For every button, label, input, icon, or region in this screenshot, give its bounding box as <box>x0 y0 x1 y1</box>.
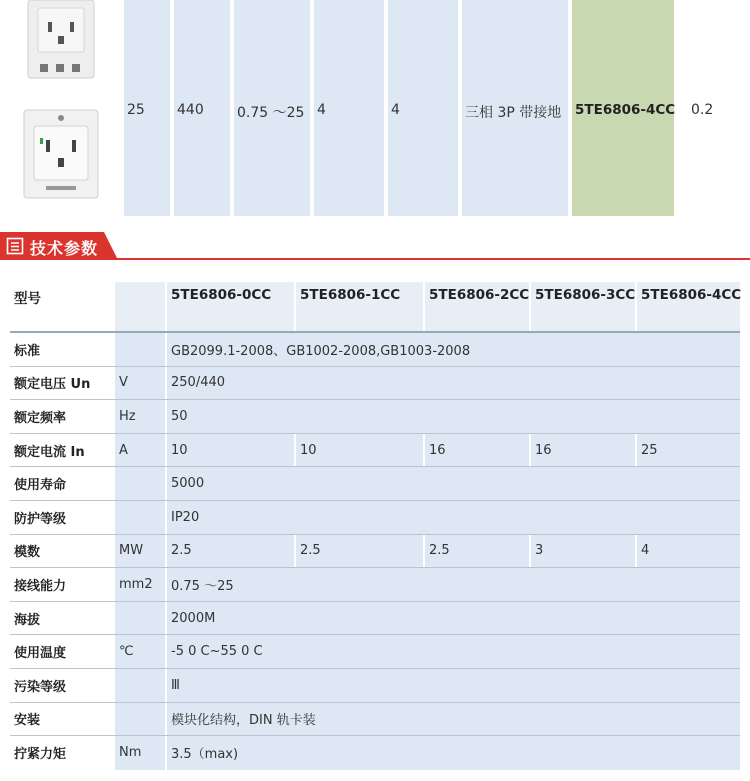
header-unit <box>115 282 165 331</box>
top-cell-modules: 4 <box>314 0 384 216</box>
row-value-0cc: 10 <box>167 434 294 467</box>
row-value-3cc: 16 <box>531 434 635 467</box>
top-cell-poles: 4 <box>388 0 458 216</box>
document-list-icon <box>6 237 24 255</box>
row-value-2cc: 16 <box>425 434 529 467</box>
row-value: 250/440 <box>167 367 740 400</box>
top-cell-model: 5TE6806-4CC <box>572 0 674 216</box>
row-value: 0.75 ～25 <box>167 568 740 601</box>
spec-row-altitude <box>10 602 740 636</box>
section-divider <box>0 258 750 260</box>
row-value-3cc: 3 <box>531 535 635 568</box>
header-model-0cc: 5TE6806-0CC <box>167 282 294 331</box>
row-unit: Nm <box>115 736 165 770</box>
section-title: 技术参数 <box>30 239 99 258</box>
spec-row-installation <box>10 703 740 737</box>
row-value: 50 <box>167 400 740 433</box>
row-label: 额定电压 Un <box>14 377 91 393</box>
row-value: 3.5（max) <box>167 736 740 770</box>
spec-row-wiring <box>10 568 740 602</box>
row-unit <box>115 333 165 366</box>
row-value-2cc: 2.5 <box>425 535 529 568</box>
row-value-4cc: 25 <box>637 434 740 467</box>
row-value-1cc: 10 <box>296 434 423 467</box>
spec-row-pollution <box>10 669 740 703</box>
top-cell-type: 三相 3P 带接地 <box>462 0 568 216</box>
top-cell-current: 25 <box>124 0 170 216</box>
spec-row-standard <box>10 333 740 367</box>
top-cell-voltage: 440 <box>174 0 230 216</box>
spec-row-rated-voltage <box>10 367 740 401</box>
socket-product-image-small <box>26 0 96 80</box>
row-value: 模块化结构，DIN 轨卡装 <box>167 703 740 736</box>
row-label: 拧紧力矩 <box>14 747 67 763</box>
spec-header-row <box>10 282 740 333</box>
header-model-2cc: 5TE6806-2CC <box>425 282 529 331</box>
spec-row-temperature <box>10 635 740 669</box>
header-model-1cc: 5TE6806-1CC <box>296 282 423 331</box>
spec-row-service-life <box>10 467 740 501</box>
row-value-4cc: 4 <box>637 535 740 568</box>
row-label: 使用温度 <box>14 646 67 662</box>
socket-product-image-large <box>20 106 102 202</box>
row-unit: A <box>115 434 165 467</box>
row-unit: ℃ <box>115 635 165 668</box>
spec-row-modules <box>10 535 740 569</box>
row-label: 接线能力 <box>14 578 67 594</box>
header-model-4cc: 5TE6806-4CC <box>637 282 740 331</box>
top-cell-wiring: 0.75 ～25 <box>234 0 310 216</box>
spec-row-rated-frequency <box>10 400 740 434</box>
row-value-0cc: 2.5 <box>167 535 294 568</box>
row-value: Ⅲ <box>167 669 740 702</box>
row-label: 使用寿命 <box>14 478 67 494</box>
spec-row-rated-current <box>10 434 740 468</box>
row-unit <box>115 703 165 736</box>
section-header <box>0 232 750 262</box>
product-row <box>0 0 750 216</box>
spec-table <box>10 282 740 770</box>
row-unit <box>115 602 165 635</box>
row-unit: MW <box>115 535 165 568</box>
row-label: 模数 <box>14 545 41 561</box>
row-label: 额定频率 <box>14 410 67 426</box>
row-unit <box>115 467 165 500</box>
spec-row-protection <box>10 501 740 535</box>
row-label: 污染等级 <box>14 679 67 695</box>
header-model-3cc: 5TE6806-3CC <box>531 282 635 331</box>
row-value: GB2099.1-2008、GB1002-2008,GB1003-2008 <box>167 333 740 366</box>
row-value: IP20 <box>167 501 740 534</box>
row-value: 2000M <box>167 602 740 635</box>
row-label: 标准 <box>14 343 41 359</box>
spec-row-torque <box>10 736 740 770</box>
row-label: 防护等级 <box>14 511 67 527</box>
row-unit: mm2 <box>115 568 165 601</box>
row-label: 安装 <box>14 713 41 729</box>
row-value: -5 0 C~55 0 C <box>167 635 740 668</box>
top-cell-weight: 0.2 <box>691 102 714 118</box>
header-label: 型号 <box>14 291 41 307</box>
row-unit <box>115 501 165 534</box>
row-label: 额定电流 In <box>14 444 85 460</box>
row-label: 海拔 <box>14 612 41 628</box>
row-value-1cc: 2.5 <box>296 535 423 568</box>
row-value: 5000 <box>167 467 740 500</box>
row-unit <box>115 669 165 702</box>
row-unit: Hz <box>115 400 165 433</box>
row-unit: V <box>115 367 165 400</box>
